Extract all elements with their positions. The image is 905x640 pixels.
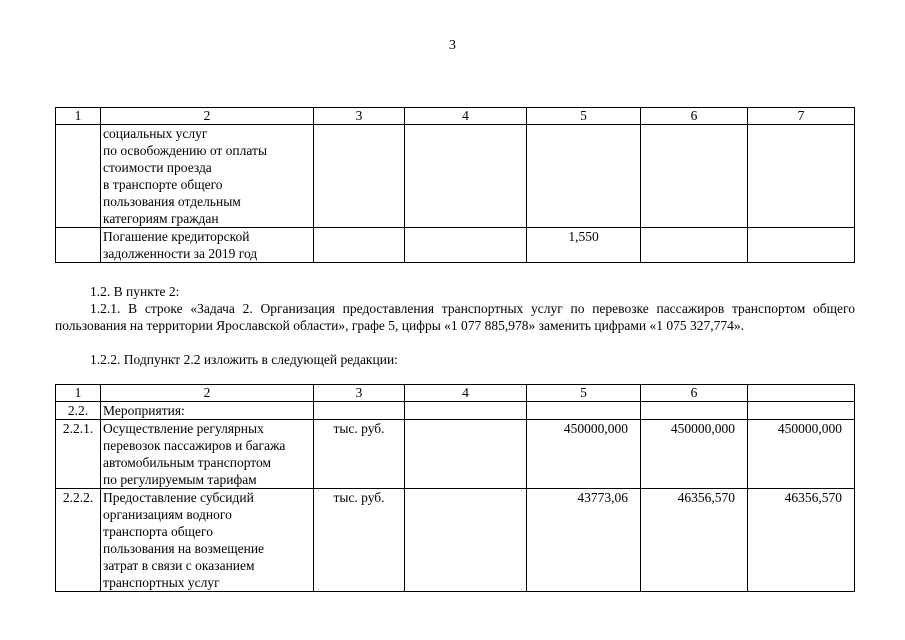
table-cell (405, 489, 527, 592)
table-cell: 43773,06 (527, 489, 641, 592)
table-cell (405, 402, 527, 420)
table-cell: 2.2.2. (56, 489, 101, 592)
table-cell: 450000,000 (748, 420, 855, 489)
header-cell (748, 385, 855, 402)
table-cell: тыс. руб. (314, 420, 405, 489)
table-cell (527, 125, 641, 228)
table-cell: 2.2.1. (56, 420, 101, 489)
table-cell (527, 402, 641, 420)
table-cell: 2.2. (56, 402, 101, 420)
table-cell: 450000,000 (527, 420, 641, 489)
table-cell (314, 228, 405, 263)
table-cell: 450000,000 (641, 420, 748, 489)
table-cell (748, 125, 855, 228)
table-cell: Осуществление регулярных перевозок пассажиров и багажа автомобильным транспортом по регулируемым тарифам (101, 420, 314, 489)
table-cell: 1,550 (527, 228, 641, 263)
subitem-table (55, 384, 855, 592)
header-cell: 2 (101, 108, 314, 125)
table-cell (641, 125, 748, 228)
table-cell (405, 420, 527, 489)
table-row (56, 228, 855, 263)
header-cell: 7 (748, 108, 855, 125)
header-cell: 1 (56, 385, 101, 402)
table-cell (405, 125, 527, 228)
table-cell: 46356,570 (641, 489, 748, 592)
table-cell (641, 228, 748, 263)
header-cell: 6 (641, 385, 748, 402)
table-cell: Погашение кредиторской задолженности за 2019 год (101, 228, 314, 263)
table-cell (314, 402, 405, 420)
table-header-row (56, 385, 855, 402)
header-cell: 3 (314, 385, 405, 402)
continuation-table (55, 107, 855, 263)
header-cell: 6 (641, 108, 748, 125)
table-row (56, 125, 855, 228)
table-cell: 46356,570 (748, 489, 855, 592)
table-row (56, 489, 855, 592)
table-row (56, 420, 855, 489)
table-cell: тыс. руб. (314, 489, 405, 592)
amendment-text (55, 283, 855, 334)
header-cell: 1 (56, 108, 101, 125)
table-cell: Мероприятия: (101, 402, 314, 420)
table-cell (405, 228, 527, 263)
table-cell (56, 228, 101, 263)
table-row (56, 402, 855, 420)
table-cell (314, 125, 405, 228)
table-cell: Предоставление субсидий организациям водного транспорта общего пользования на возмещение затрат в связи с оказанием транспортных услуг (101, 489, 314, 592)
header-cell: 3 (314, 108, 405, 125)
header-cell: 5 (527, 385, 641, 402)
header-cell: 4 (405, 108, 527, 125)
paragraph-1-2-1: 1.2.1. В строке «Задача 2. Организация предоставления транспортных услуг по перевозке пассажиров транспортом общего пользования на территории Ярославской области», графе 5, цифры «1 077 885,978» заменить цифрами «1 075 327,774». (55, 301, 855, 333)
table-cell: социальных услуг по освобождению от оплаты стоимости проезда в транспорте общего пользования отдельным категориям граждан (101, 125, 314, 228)
table-header-row (56, 108, 855, 125)
table-cell (641, 402, 748, 420)
table-cell (748, 402, 855, 420)
paragraph-1-2: 1.2. В пункте 2: (90, 284, 180, 299)
table-cell (56, 125, 101, 228)
page-number: 3 (449, 38, 456, 53)
table-cell (748, 228, 855, 263)
paragraph-1-2-2: 1.2.2. Подпункт 2.2 изложить в следующей редакции: (90, 352, 398, 367)
header-cell: 2 (101, 385, 314, 402)
header-cell: 5 (527, 108, 641, 125)
header-cell: 4 (405, 385, 527, 402)
